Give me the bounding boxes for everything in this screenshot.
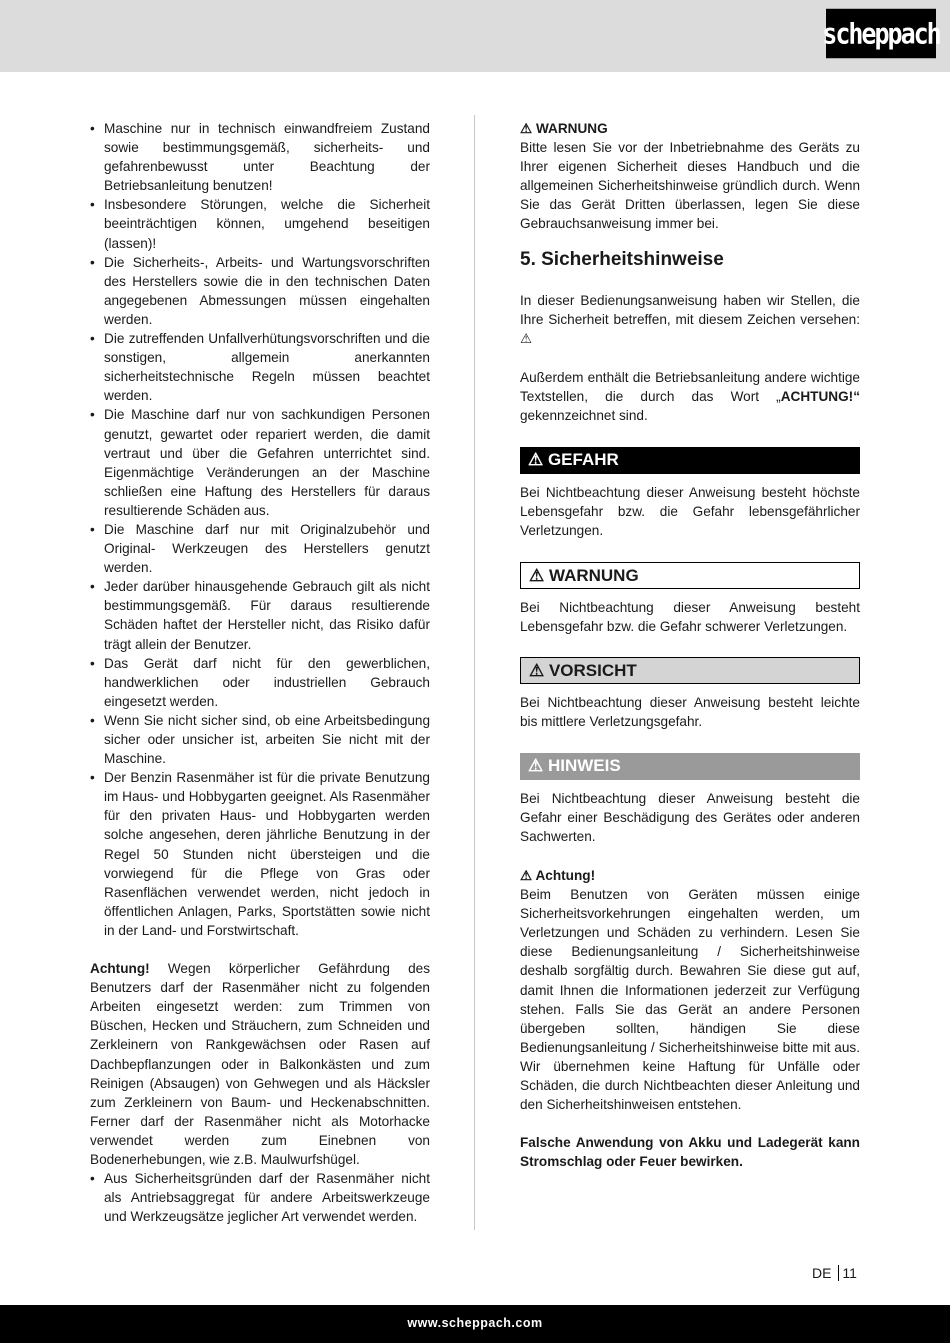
final-warning: Falsche Anwendung von Akku und Ladegerät kann Stromschlag oder Feuer bewirken. [520,1135,860,1170]
achtung-label: Achtung! [90,961,150,977]
list-item: • Die Maschine darf nur von sachkundigen Personen genutzt, gewartet oder repariert werden, die damit vertraut und über die Gefahren unterrichtet sind. Eigenmächtige Veränderungen an der Maschine schließen eine Haftung des Herstellers für daraus resultierende Schäden aus. [90,405,430,520]
achtung-heading: ⚠ Achtung! [520,868,596,883]
warning-text: Bitte lesen Sie vor der Inbetriebnahme des Geräts zu Ihrer eigenen Sicherheit dieses Handbuch und die allgemeinen Sicherheitshinweise gründlich durch. Wenn Sie das Gerät Dritten überlassen, legen Sie diese Gebrauchsanweisung immer bei. [520,140,860,232]
list-item: • Jeder darüber hinausgehende Gebrauch gilt als nicht bestimmungsgemäß. Für daraus resultierende Schäden haftet der Hersteller nicht, das Risiko dafür trägt allein der Benutzer. [90,577,430,653]
website-link[interactable]: www.scheppach.com [407,1316,543,1330]
footer-bar [0,1305,950,1343]
warnung-label: ⚠ WARNUNG [520,562,860,589]
column-divider [474,115,475,1230]
list-item: • Insbesondere Störungen, welche die Sicherheit beeinträchtigen können, umgehend beseitigen (lassen)! [90,195,430,252]
achtung-text: Wegen körperlicher Gefährdung des Benutzers darf der Rasenmäher nicht zu folgenden Arbeiten eingesetzt werden: zum Trimmen von Büschen, Hecken und Sträuchern, zum Schneiden und Zerkleinern von Rankgewächsen oder Rasen auf Dachbepflanzungen oder in Balkonkästen und zum Reinigen (Absaugen) von Gehwegen und als Häcksler zum Zerkleinern von Baum- und Heckenabschnitten. Ferner darf der Rasenmäher nicht als Motorhacke verwendet werden zum Einebnen von Bodenerhebungen, wie z.B. Maulwurfshügel. [90,961,430,1167]
hinweis-text: Bei Nichtbeachtung dieser Anweisung besteht die Gefahr einer Beschädigung des Gerätes oder anderen Sachwerten. [520,791,860,845]
achtung-paragraph [90,959,430,1169]
section-title: 5. Sicherheitshinweise [520,249,724,270]
gefahr-label: ⚠ GEFAHR [520,447,860,474]
hinweis-label: ⚠ HINWEIS [520,753,860,780]
achtung-text: Beim Benutzen von Geräten müssen einige Sicherheitsvorkehrungen eingehalten werden, um Verletzungen und Schäden zu verhindern. Lesen Sie diese Bedienungsanleitung / Sicherheitshinweise deshalb sorgfältig durch. Bewahren Sie diese gut auf, damit Ihnen die Informationen jederzeit zur Verfügung stehen. Falls Sie das Gerät an andere Personen übergeben sollten, händigen Sie diese Bedienungsanleitung / Sicherheitshinweise bitte mit aus. Wir übernehmen keine Haftung für Unfälle oder Schäden, die durch Nichtbeachten dieser Anleitung und den Sicherheitshinweisen entstehen. [520,887,860,1113]
list-item: • Der Benzin Rasenmäher ist für die private Benutzung im Haus- und Hobbygarten geeignet. Als Rasenmäher für den privaten Haus- und Hobbygarten werden solche angesehen, deren jährliche Benutzung in der Regel 50 Stunden nicht übersteigen und die vorwiegend für die Pflege von Gras oder Rasenflächen verwendet werden, nicht jedoch in öffentlichen Anlagen, Parks, Sportstätten sowie nicht in der Land- und Forstwirtschaft. [90,768,430,940]
warning-notice [520,119,860,234]
page-number: DE 11 [812,1265,857,1281]
warning-heading: ⚠ WARNUNG [520,121,608,136]
intro-paragraph-2: Außerdem enthält die Betriebsanleitung andere wichtige Textstellen, die durch das Wort „ACHTUNG!“ gekennzeichnet sind. [520,370,860,424]
page-header [0,0,950,72]
list-item: • Die zutreffenden Unfallverhütungsvorschriften und die sonstigen, allgemein anerkannten sicherheitstechnische Regeln müssen beachtet werden. [90,329,430,405]
bullet-list [90,119,430,940]
list-item: • Maschine nur in technisch einwandfreiem Zustand sowie bestimmungsgemäß, sicherheits- und gefahrenbewusst unter Beachtung der Betriebsanleitung benutzen! [90,119,430,195]
gefahr-text: Bei Nichtbeachtung dieser Anweisung besteht höchste Lebensgefahr bzw. die Gefahr lebensgefährlicher Verletzungen. [520,485,860,539]
list-item: • Die Maschine darf nur mit Originalzubehör und Original- Werkzeugen des Herstellers genutzt werden. [90,520,430,577]
achtung-notice [520,866,860,1171]
list-item: • Das Gerät darf nicht für den gewerblichen, handwerklichen oder industriellen Gebrauch eingesetzt werden. [90,654,430,711]
warnung-text: Bei Nichtbeachtung dieser Anweisung besteht Lebensgefahr bzw. die Gefahr schwerer Verletzungen. [520,600,860,635]
scheppach-logo: scheppach [826,9,936,58]
vorsicht-text: Bei Nichtbeachtung dieser Anweisung besteht leichte bis mittlere Verletzungsgefahr. [520,695,860,730]
list-item: • Wenn Sie nicht sicher sind, ob eine Arbeitsbedingung sicher oder unsicher ist, arbeiten Sie nicht mit der Maschine. [90,711,430,768]
list-item: • Aus Sicherheitsgründen darf der Rasenmäher nicht als Antriebsaggregat für andere Arbeitswerkzeuge und Werkzeugsätze jeglicher Art verwendet werden. [90,1169,430,1226]
intro-paragraph-1: In dieser Bedienungsanweisung haben wir Stellen, die Ihre Sicherheit betreffen, mit diesem Zeichen versehen: ⚠ [520,293,860,347]
left-column [90,119,430,1226]
list-item: • Die Sicherheits-, Arbeits- und Wartungsvorschriften des Herstellers sowie die in den technischen Daten angegebenen Abmessungen müssen eingehalten werden. [90,253,430,329]
vorsicht-label: ⚠ VORSICHT [520,657,860,684]
